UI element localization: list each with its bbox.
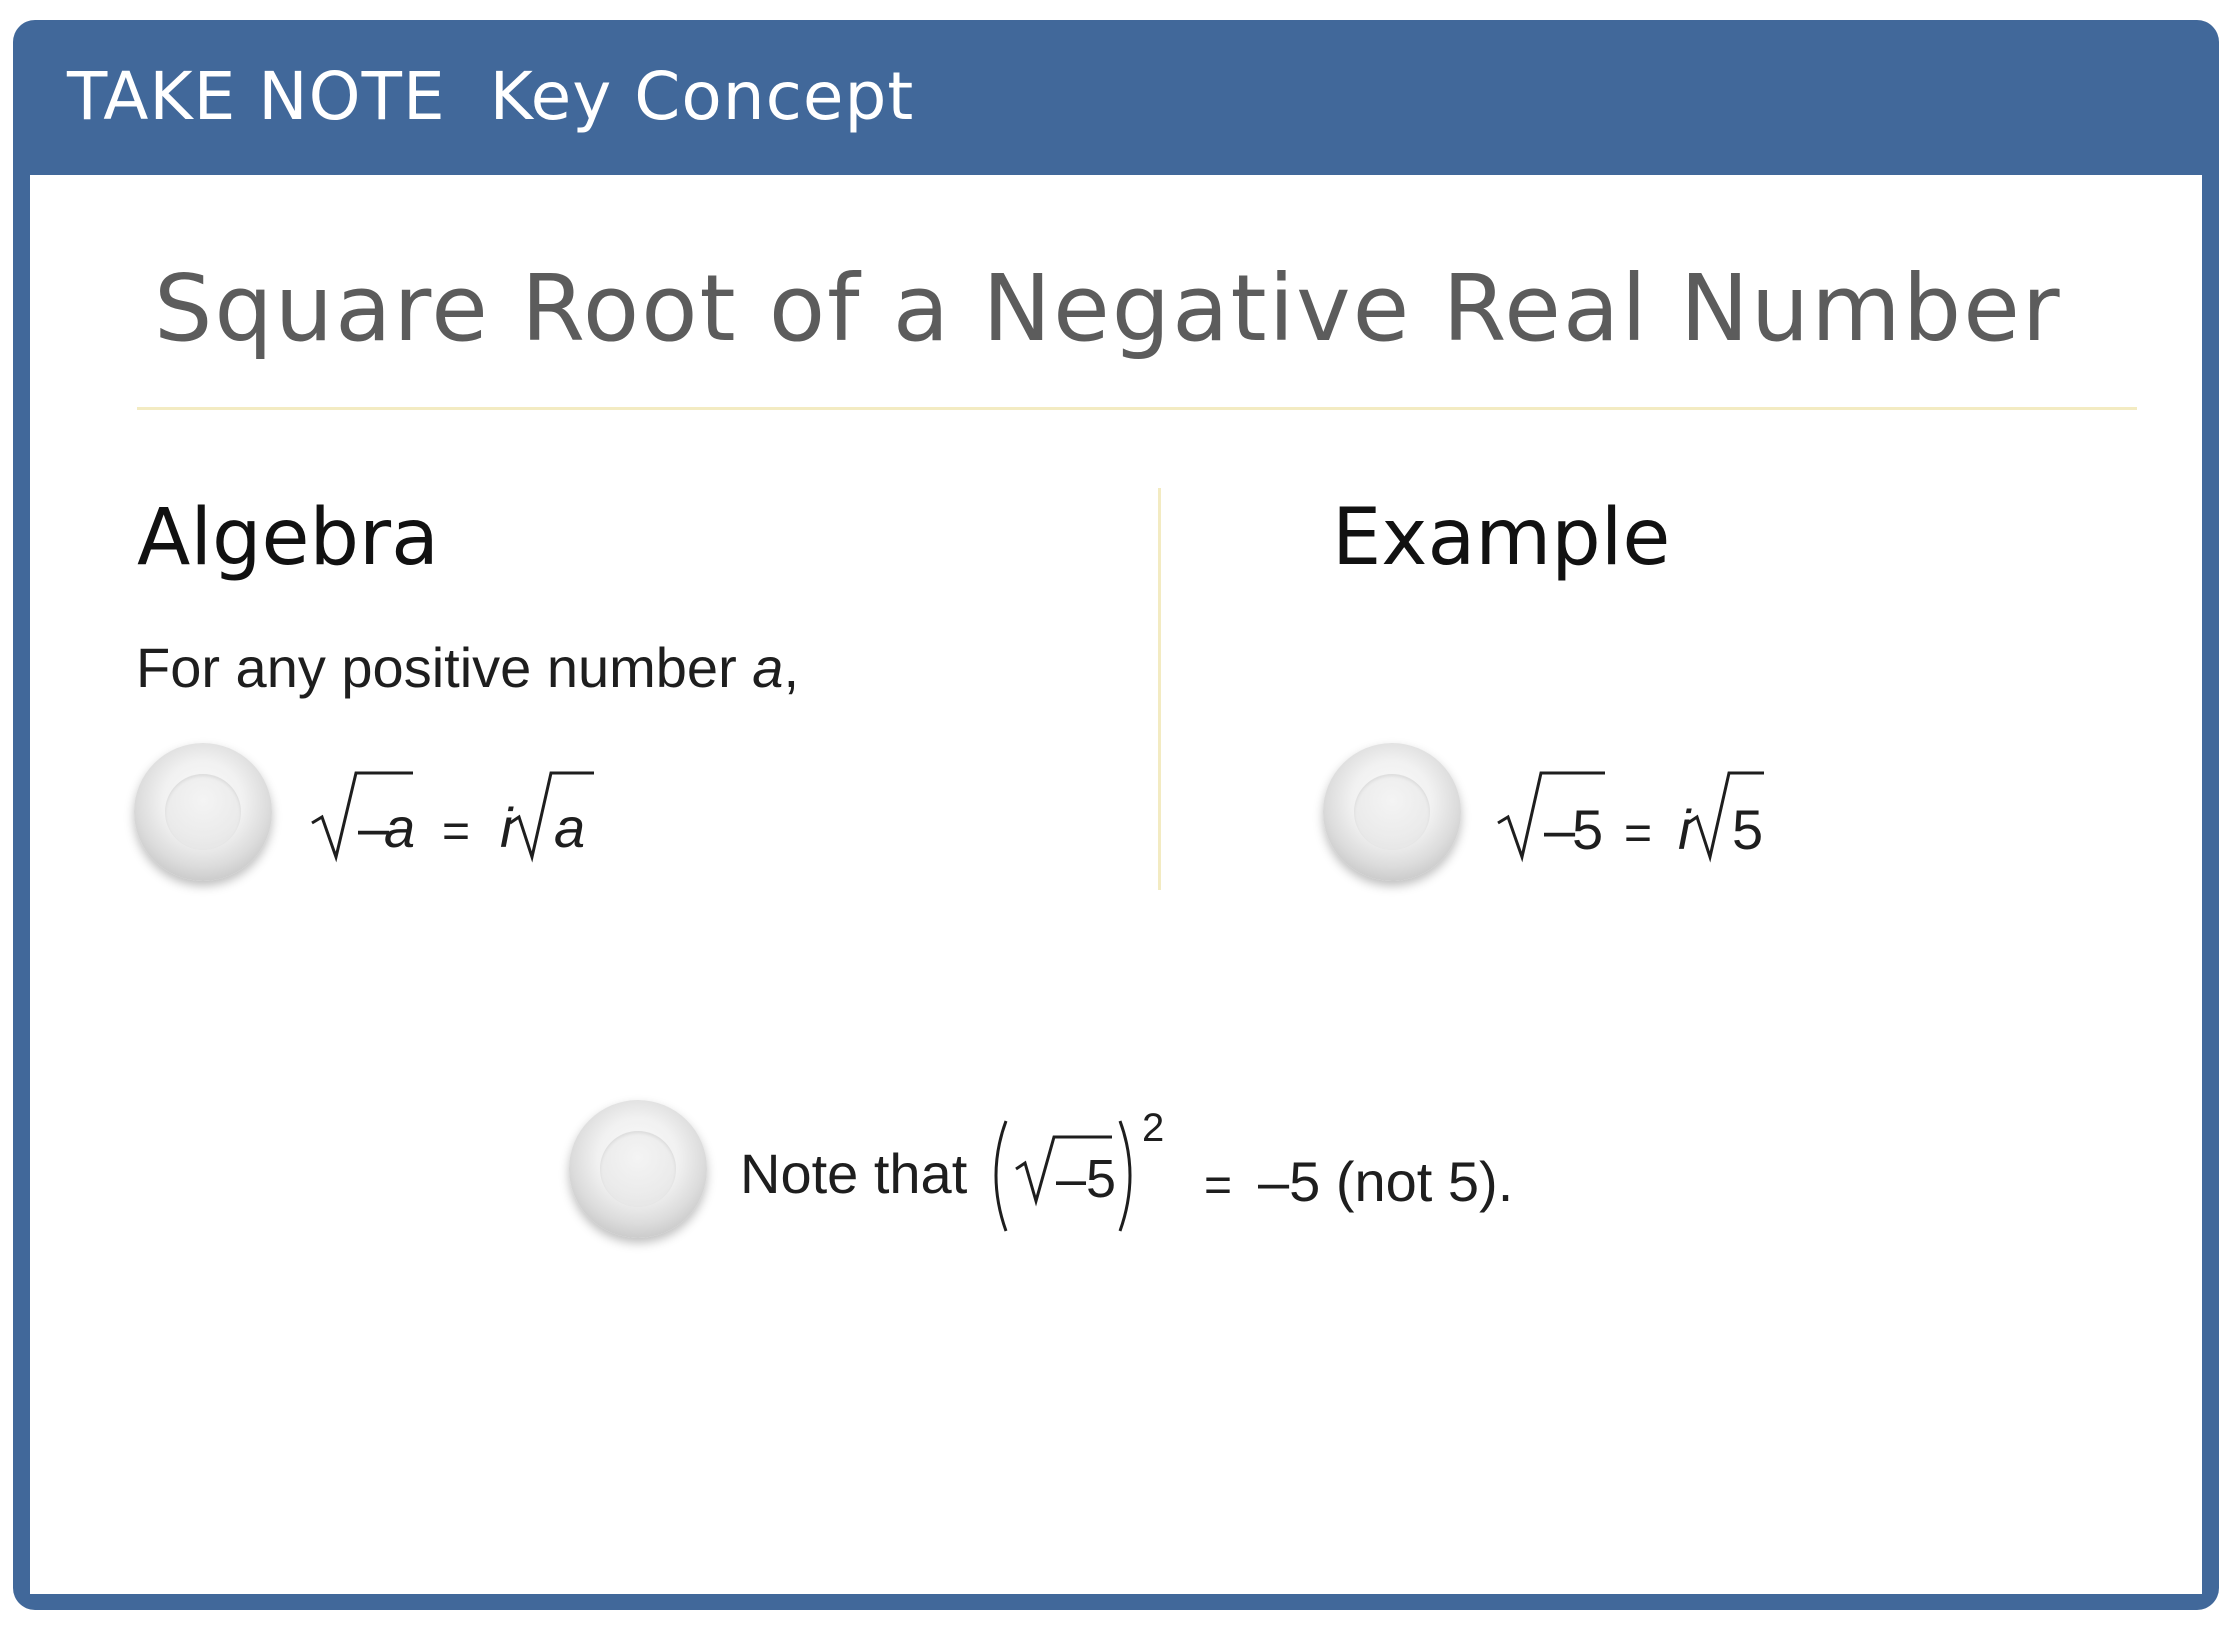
- title-divider: [137, 407, 2137, 410]
- column-divider: [1158, 488, 1161, 890]
- formula-imaginary-unit: i: [500, 796, 513, 859]
- note-equals: =: [1204, 1159, 1233, 1212]
- formula-number: 5: [1732, 798, 1764, 861]
- example-heading: Example: [1332, 493, 1671, 583]
- note-prefix: Note that: [740, 1142, 968, 1205]
- formula-variable: a: [554, 796, 586, 859]
- algebra-description-variable: a: [752, 636, 784, 699]
- algebra-description-prefix: For any positive number: [136, 636, 753, 699]
- algebra-heading: Algebra: [137, 493, 439, 583]
- panel-title-bar: [13, 20, 2219, 175]
- take-note-label: TAKE NOTE: [67, 58, 446, 135]
- formula-minus: –: [1544, 798, 1576, 861]
- audio-button-example[interactable]: [1323, 743, 1461, 881]
- note-radicand: –5: [1056, 1149, 1117, 1209]
- note-exponent: 2: [1142, 1106, 1165, 1150]
- formula-imaginary-unit: i: [1678, 798, 1691, 861]
- formula-variable: a: [384, 796, 416, 859]
- formula-equals: =: [1624, 807, 1653, 860]
- algebra-description-suffix: ,: [783, 636, 799, 699]
- key-concept-label: Key Concept: [489, 58, 915, 135]
- left-parenthesis: [996, 1121, 1006, 1231]
- audio-button-note[interactable]: [569, 1100, 707, 1238]
- algebra-formula: [310, 765, 640, 865]
- take-note-panel: [13, 20, 2219, 1610]
- example-formula: [1496, 767, 1796, 867]
- note-formula: [740, 1085, 1540, 1245]
- concept-content: [30, 175, 2202, 1594]
- concept-title: Square Root of a Negative Real Number: [154, 255, 2062, 362]
- formula-equals: =: [442, 805, 471, 858]
- right-parenthesis: [1120, 1121, 1130, 1231]
- formula-number: 5: [1572, 798, 1604, 861]
- audio-button-algebra[interactable]: [134, 743, 272, 881]
- note-result: –5 (not 5).: [1258, 1150, 1514, 1213]
- panel-title: [67, 58, 914, 135]
- algebra-description: [136, 635, 799, 700]
- formula-minus: –: [358, 796, 390, 859]
